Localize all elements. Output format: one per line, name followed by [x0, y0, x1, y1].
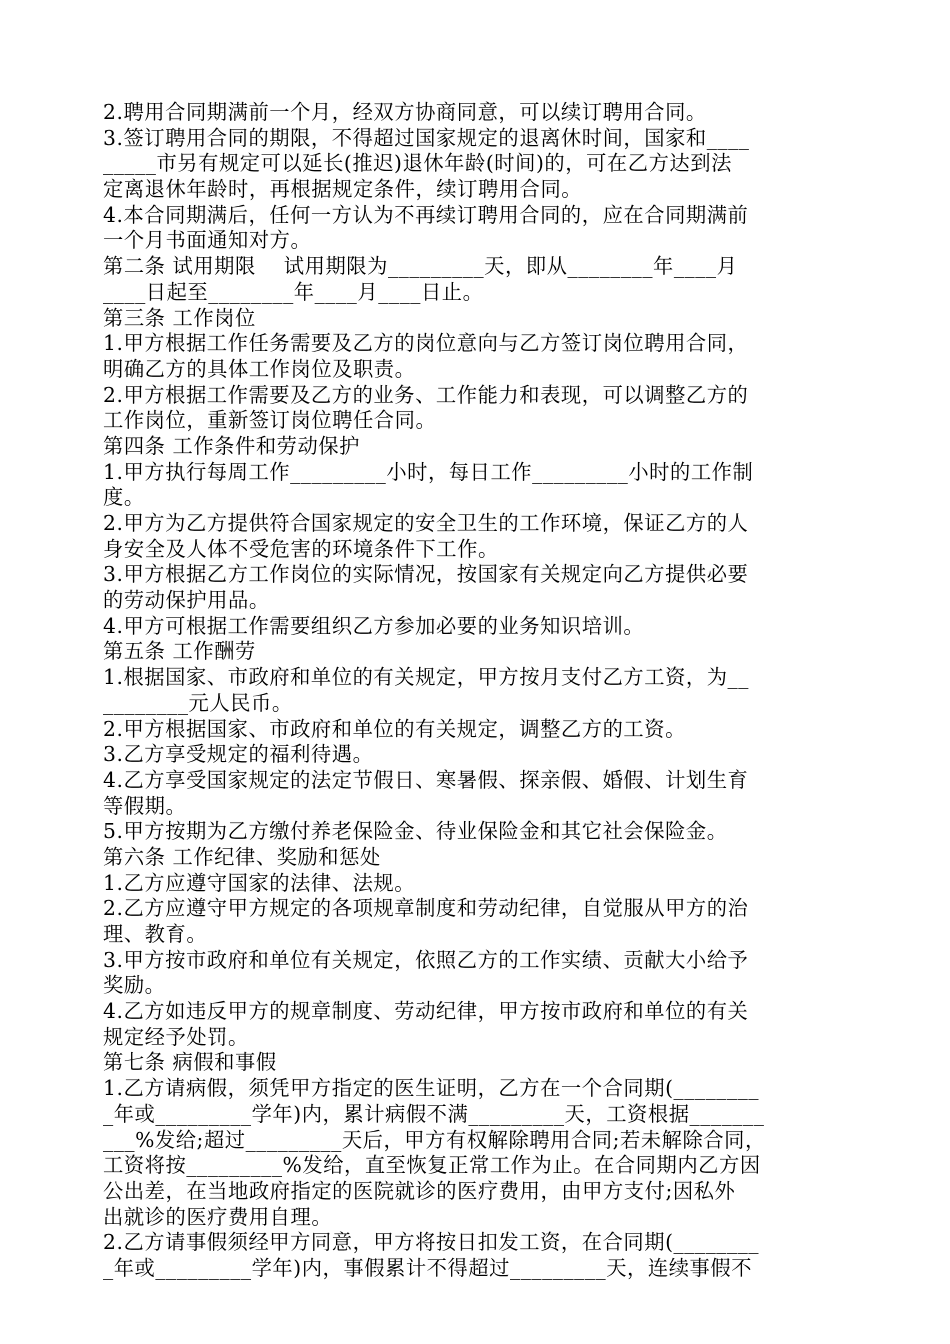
section-heading: 第七条 病假和事假 [103, 1050, 277, 1075]
text-line: 2.甲方为乙方提供符合国家规定的安全卫生的工作环境，保证乙方的人 [103, 511, 749, 535]
text-line: 4.本合同期满后，任何一方认为不再续订聘用合同的，应在合同期满前 [103, 202, 749, 227]
text-line: 度。 [103, 485, 145, 510]
text-line: 明确乙方的具体工作岗位及职责。 [103, 356, 416, 381]
text-line: _____市另有规定可以延长(推迟)退休年龄(时间)的，可在乙方达到法 [103, 151, 732, 176]
text-line: 5.甲方按期为乙方缴付养老保险金、待业保险金和其它社会保险金。 [103, 819, 728, 844]
text-line: 的劳动保护用品。 [103, 588, 270, 613]
text-line: 3.乙方享受规定的福利待遇。 [103, 742, 374, 767]
text-line: _年或_________学年)内，累计病假不满_________天，工资根据_______ [103, 1101, 765, 1126]
text-line: 理、教育。 [103, 922, 208, 946]
text-line: 等假期。 [103, 793, 187, 818]
text-line: 3.甲方按市政府和单位有关规定，依照乙方的工作实绩、贡献大小给予 [103, 947, 749, 972]
text-line: 1.甲方根据工作任务需要及乙方的岗位意向与乙方签订岗位聘用合同， [103, 331, 749, 356]
section-heading: 第三条 工作岗位 [103, 305, 256, 330]
text-line: 2.聘用合同期满前一个月，经双方协商同意，可以续订聘用合同。 [103, 100, 707, 124]
text-line: 3.签订聘用合同的期限，不得超过国家规定的退离休时间，国家和____ [103, 125, 750, 150]
text-line: 工资将按_________%发给，直至恢复正常工作为止。在合同期内乙方因 [103, 1153, 761, 1178]
text-line: ____日起至________年____月____日止。 [103, 279, 484, 304]
text-line: 4.乙方如违反甲方的规章制度、劳动纪律，甲方按市政府和单位的有关 [103, 999, 749, 1024]
text-line: _年或_________学年)内，事假累计不得超过_________天，连续事假不 [103, 1255, 753, 1280]
text-line: 2.乙方请事假须经甲方同意，甲方将按日扣发工资，在合同期(________ [103, 1230, 760, 1255]
text-line: 4.甲方可根据工作需要组织乙方参加必要的业务知识培训。 [103, 613, 645, 638]
section-heading: 第六条 工作纪律、奖励和惩处 [103, 844, 381, 869]
text-line: 1.乙方应遵守国家的法律、法规。 [103, 870, 416, 895]
text-line: ________元人民币。 [103, 690, 293, 715]
section-heading: 第四条 工作条件和劳动保护 [103, 433, 360, 458]
text-line: 1.根据国家、市政府和单位的有关规定，甲方按月支付乙方工资，为__ [103, 665, 749, 690]
text-line: 工作岗位，重新签订岗位聘任合同。 [103, 408, 437, 433]
text-line: 4.乙方享受国家规定的法定节假日、寒暑假、探亲假、婚假、计划生育 [103, 767, 749, 792]
document-page [103, 100, 863, 1282]
text-line: 1.乙方请病假，须凭甲方指定的医生证明，乙方在一个合同期(________ [103, 1076, 760, 1101]
text-line: 一个月书面通知对方。 [103, 228, 312, 253]
text-line: 定离退休年龄时，再根据规定条件，续订聘用合同。 [103, 177, 583, 202]
text-line: 规定经予处罚。 [103, 1024, 249, 1049]
section-heading: 第二条 试用期限 试用期限为_________天，即从________年____月 [103, 254, 738, 279]
text-line: 1.甲方执行每周工作_________小时，每日工作_________小时的工作制 [103, 459, 754, 484]
section-heading: 第五条 工作酬劳 [103, 639, 256, 664]
text-line: 2.乙方应遵守甲方规定的各项规章制度和劳动纪律，自觉服从甲方的治 [103, 896, 749, 921]
text-line: 出就诊的医疗费用自理。 [103, 1204, 333, 1229]
text-line: 2.甲方根据工作需要及乙方的业务、工作能力和表现，可以调整乙方的 [103, 382, 749, 407]
text-line: 身安全及人体不受危害的环境条件下工作。 [103, 536, 499, 561]
text-line: 3.甲方根据乙方工作岗位的实际情况，按国家有关规定向乙方提供必要 [103, 562, 749, 587]
text-line: 奖励。 [103, 973, 166, 998]
text-line: 2.甲方根据国家、市政府和单位的有关规定，调整乙方的工资。 [103, 716, 686, 741]
text-line: ___%发给;超过_________天后，甲方有权解除聘用合同;若未解除合同， [103, 1127, 766, 1152]
text-line: 公出差，在当地政府指定的医院就诊的医疗费用，由甲方支付;因私外 [103, 1178, 736, 1203]
